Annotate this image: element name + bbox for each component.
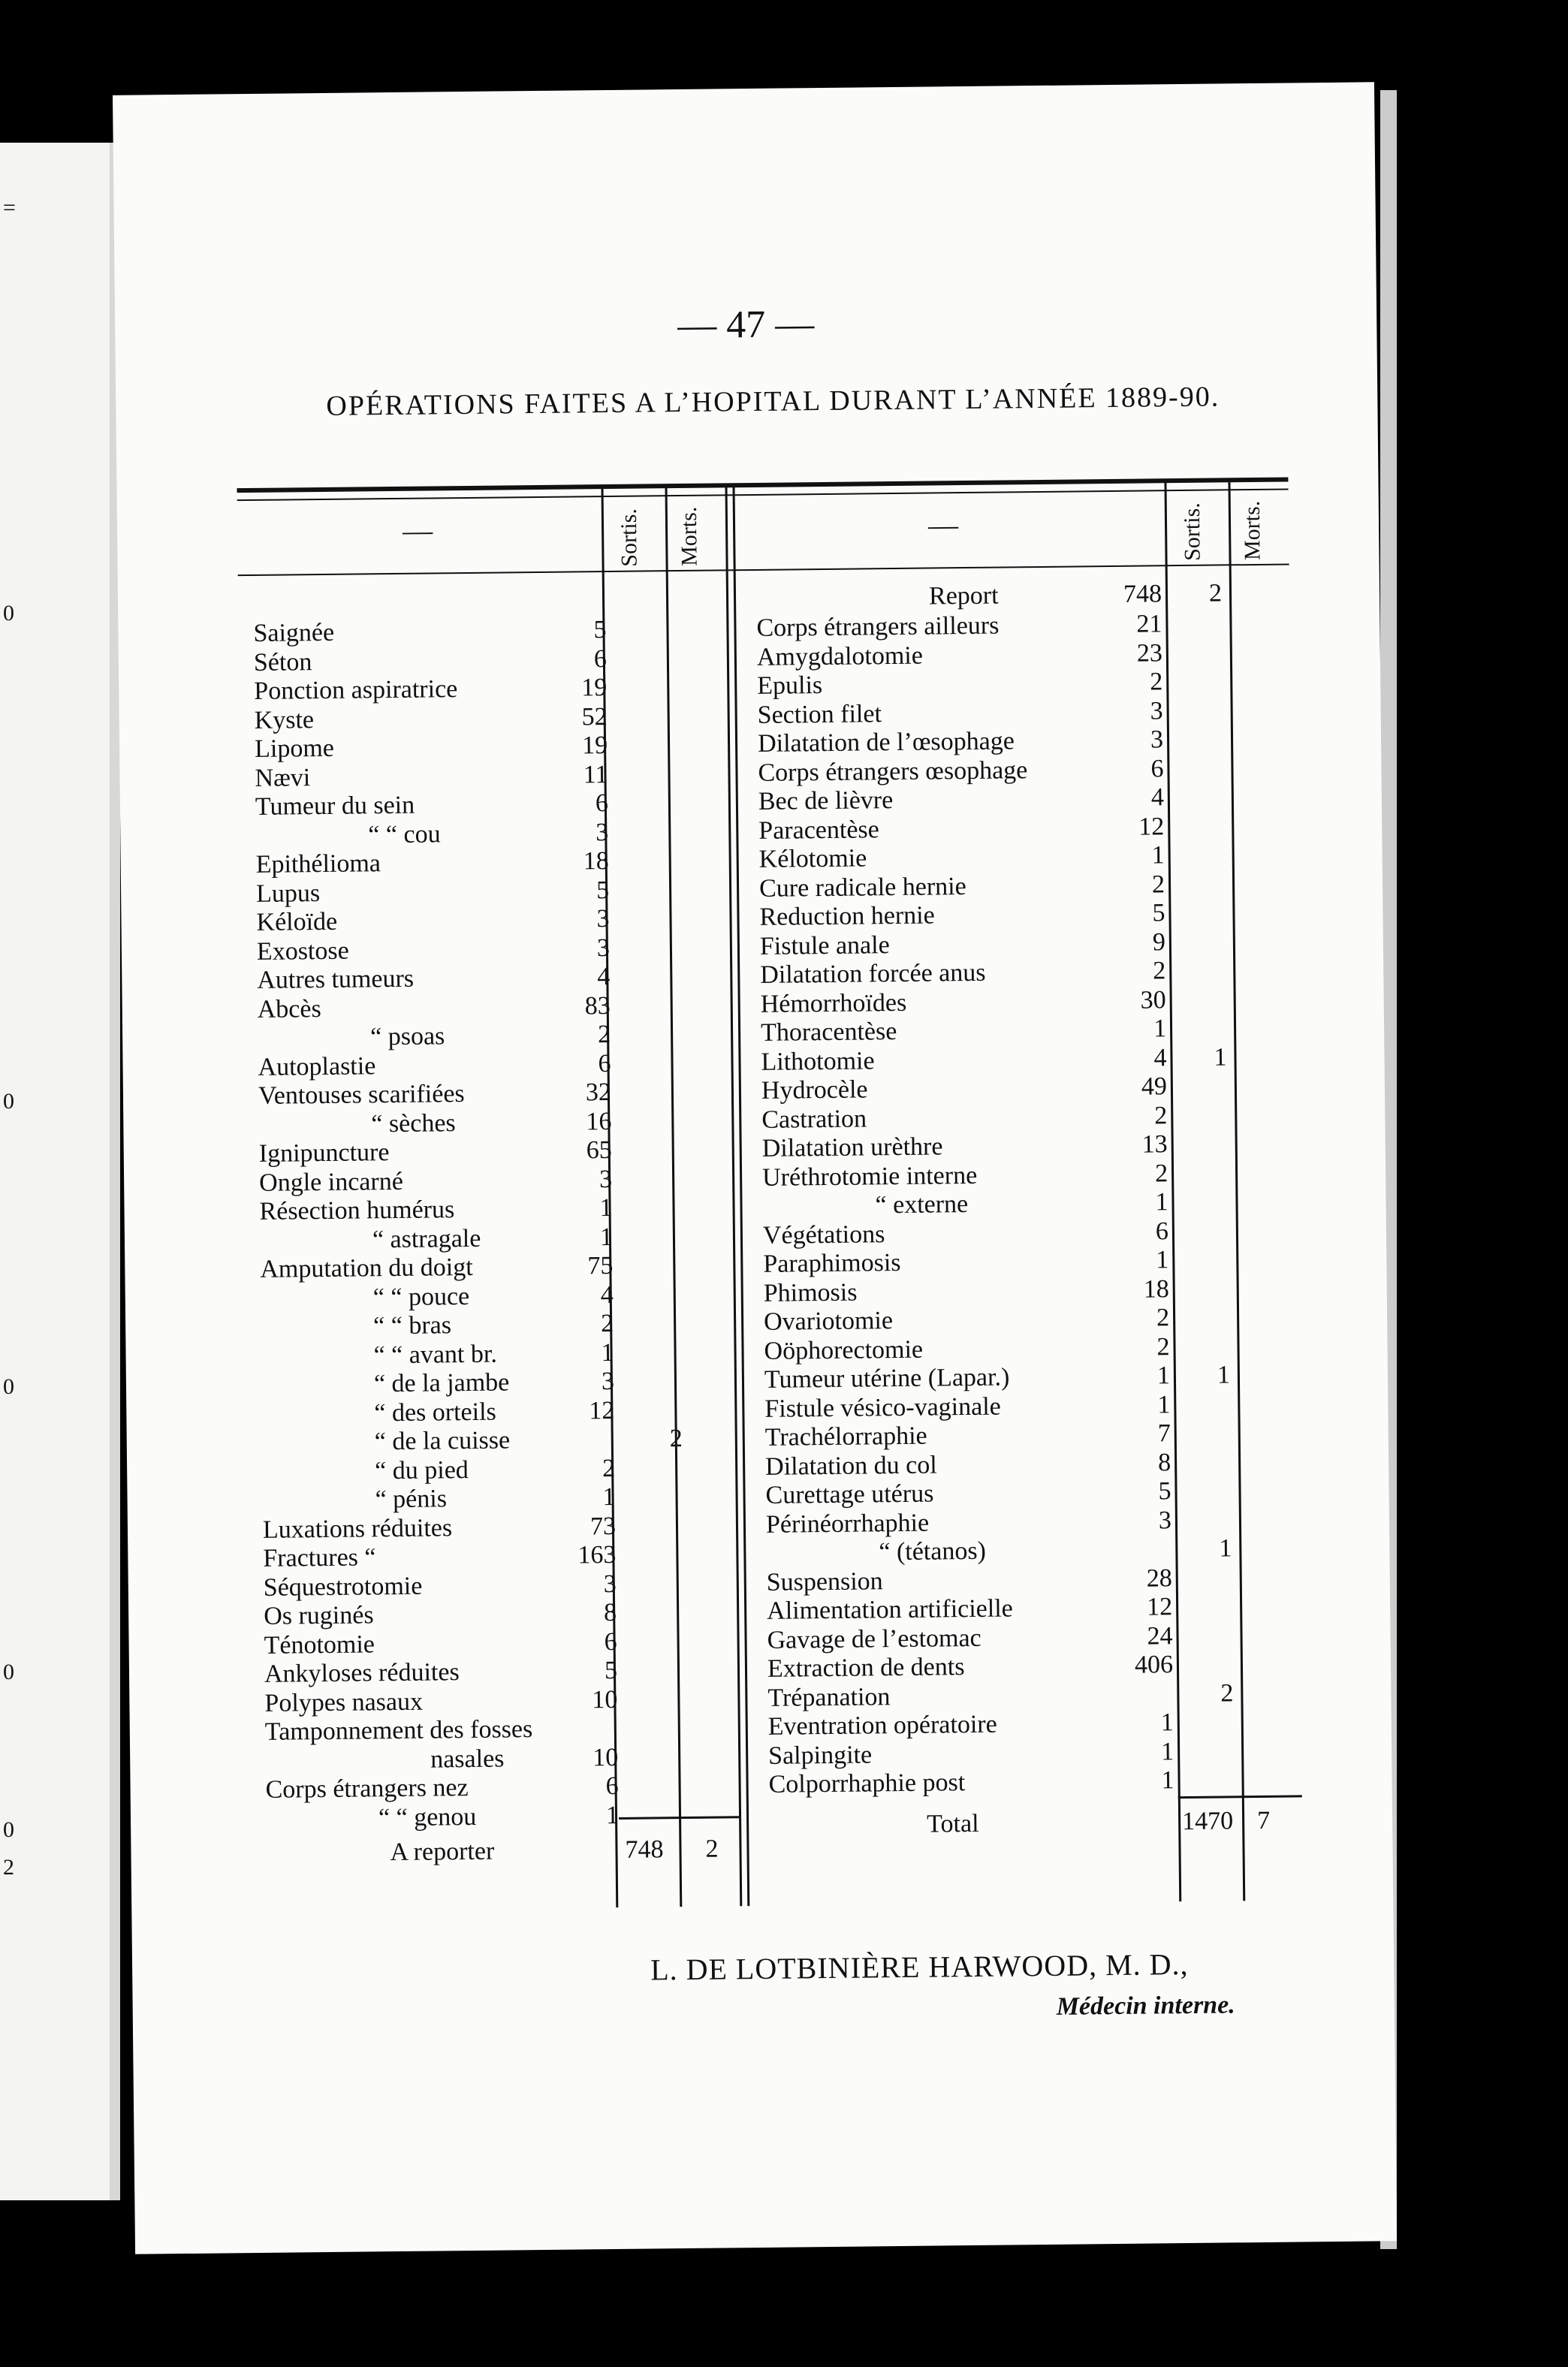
sortis-value: 28 bbox=[1146, 1563, 1172, 1593]
operation-label: Exostose bbox=[256, 936, 349, 966]
morts-value bbox=[1184, 1332, 1229, 1333]
sortis-value: 73 bbox=[590, 1512, 617, 1540]
sortis-value: 23 bbox=[1136, 638, 1163, 668]
sortis-value: 1 bbox=[1160, 1737, 1174, 1765]
operation-label: Oöphorectomie bbox=[764, 1335, 924, 1365]
sortis-value: 2 bbox=[1151, 870, 1165, 898]
right-header-dash: — bbox=[927, 508, 959, 542]
sortis-value: 1 bbox=[1161, 1766, 1174, 1795]
sortis-value: 1 bbox=[1156, 1361, 1171, 1390]
report-label: Report bbox=[928, 581, 999, 611]
operation-label: Kéloïde bbox=[256, 907, 338, 936]
sortis-value: 3 bbox=[1150, 725, 1164, 754]
sortis-value: 3 bbox=[596, 933, 611, 962]
morts-value: 2 bbox=[669, 1425, 683, 1453]
morts-value bbox=[1183, 1187, 1228, 1188]
table-row bbox=[260, 1250, 733, 1283]
operation-label: Corps étrangers œsophage bbox=[758, 755, 1028, 787]
operation-label: Trachélorraphie bbox=[764, 1422, 927, 1452]
right-header-morts: Morts. bbox=[1239, 500, 1265, 561]
operation-label: Dilatation du col bbox=[764, 1450, 937, 1481]
operation-label: Paracentèse bbox=[758, 815, 879, 845]
table-row bbox=[253, 614, 726, 647]
sortis-value: 7 bbox=[1157, 1419, 1171, 1448]
operation-label: Corps étrangers nez bbox=[265, 1774, 469, 1804]
right-report-row bbox=[756, 579, 1282, 611]
table-row bbox=[255, 846, 729, 879]
morts-value bbox=[1179, 840, 1224, 841]
sortis-value: 13 bbox=[1141, 1130, 1168, 1159]
signature-name: L. DE LOTBINIÈRE HARWOOD, M. D., bbox=[650, 1947, 1189, 1987]
operation-label: “ du pied bbox=[374, 1455, 469, 1485]
left-page-mark: 0 bbox=[3, 1660, 14, 1684]
sortis-value: 6 bbox=[598, 1049, 611, 1078]
operation-label: Luxations réduites bbox=[262, 1513, 453, 1544]
right-total-label: Total bbox=[926, 1809, 979, 1838]
morts-value bbox=[1187, 1592, 1232, 1593]
sortis-value: 5 bbox=[1158, 1477, 1171, 1506]
table-header-rule bbox=[238, 564, 1289, 577]
operation-label: Résection humérus bbox=[259, 1196, 455, 1226]
operation-label: Bec de lièvre bbox=[758, 786, 894, 816]
morts-value bbox=[1189, 1737, 1234, 1738]
operation-label: Autres tumeurs bbox=[257, 964, 415, 994]
sortis-value: 6 bbox=[605, 1771, 619, 1801]
sortis-value: 5 bbox=[604, 1656, 618, 1685]
sortis-value: 52 bbox=[581, 702, 608, 731]
left-header-dash: — bbox=[402, 513, 433, 547]
table-row bbox=[762, 1216, 1289, 1250]
sortis-value: 1 bbox=[602, 1482, 616, 1512]
sortis-value: 6 bbox=[595, 789, 609, 818]
sortis-value: 1 bbox=[1160, 1708, 1174, 1737]
sortis-value: 8 bbox=[1157, 1448, 1171, 1476]
sortis-value: 3 bbox=[596, 905, 610, 933]
sortis-value: 49 bbox=[1141, 1072, 1168, 1101]
sortis-value: 1 bbox=[1157, 1390, 1171, 1419]
operation-label: Nævi bbox=[255, 763, 311, 792]
sortis-value: 406 bbox=[1134, 1651, 1174, 1679]
table-row bbox=[255, 788, 728, 821]
sortis-value: 1 bbox=[605, 1801, 620, 1829]
sortis-value: 3 bbox=[601, 1367, 615, 1396]
table-row bbox=[262, 1482, 735, 1514]
sortis-value: 3 bbox=[1150, 696, 1163, 725]
operation-label: Séquestrotomie bbox=[263, 1572, 423, 1602]
center-divider-2 bbox=[732, 487, 749, 1906]
operation-label: Amygdalotomie bbox=[756, 641, 924, 671]
operation-label: Tumeur utérine (Lapar.) bbox=[764, 1363, 1010, 1394]
morts-value bbox=[1184, 1274, 1229, 1275]
table-row bbox=[258, 1019, 731, 1051]
left-page-mark: = bbox=[3, 195, 16, 220]
sortis-value: 11 bbox=[583, 760, 608, 788]
adjacent-left-page bbox=[0, 143, 120, 2200]
operation-label: nasales bbox=[430, 1744, 505, 1774]
left-page-mark: 0 bbox=[3, 1089, 14, 1114]
operation-label: Dilatation forcée anus bbox=[760, 958, 986, 989]
sortis-value: 3 bbox=[596, 818, 609, 846]
morts-value bbox=[1182, 1101, 1227, 1102]
operation-label: Epithélioma bbox=[255, 849, 381, 879]
operation-label: Colporrhaphie post bbox=[768, 1768, 966, 1799]
right-total-sortis: 1470 bbox=[1181, 1807, 1234, 1836]
sortis-value: 24 bbox=[1147, 1621, 1173, 1651]
left-header-sortis: Sortis. bbox=[616, 508, 642, 567]
operation-label: “ “ pouce bbox=[372, 1282, 470, 1311]
morts-value bbox=[1181, 927, 1226, 928]
signature-role: Médecin interne. bbox=[1056, 1991, 1235, 2021]
sortis-value: 2 bbox=[1153, 957, 1166, 985]
morts-value bbox=[1181, 985, 1226, 986]
morts-value bbox=[1181, 956, 1226, 957]
morts-value bbox=[1185, 1390, 1230, 1391]
morts-value bbox=[1181, 1014, 1226, 1015]
sortis-value: 1 bbox=[1156, 1246, 1169, 1274]
morts-value bbox=[1186, 1448, 1231, 1449]
morts-value bbox=[1184, 1245, 1229, 1246]
sortis-value: 19 bbox=[581, 731, 608, 760]
operation-label: “ astragale bbox=[372, 1224, 481, 1253]
right-header-sortis: Sortis. bbox=[1179, 502, 1205, 562]
operation-label: Uréthrotomie interne bbox=[761, 1161, 978, 1192]
table-row bbox=[261, 1337, 734, 1369]
morts-value: 1 bbox=[1214, 1042, 1227, 1072]
table-row bbox=[757, 695, 1283, 729]
sortis-value: 30 bbox=[1140, 985, 1166, 1015]
sortis-value: 2 bbox=[600, 1309, 614, 1338]
operation-label: Epulis bbox=[757, 671, 823, 700]
morts-value bbox=[1178, 696, 1223, 697]
sortis-value: 2 bbox=[602, 1454, 616, 1482]
sortis-value: 1 bbox=[599, 1193, 613, 1223]
morts-value bbox=[1179, 812, 1224, 813]
operation-label: “ “ cou bbox=[368, 819, 441, 849]
operation-label: Dilatation de l’œsophage bbox=[757, 727, 1015, 758]
sortis-value: 1 bbox=[1153, 1015, 1167, 1043]
operation-label: Dilatation urèthre bbox=[761, 1132, 943, 1162]
sortis-value: 163 bbox=[577, 1540, 617, 1569]
operation-label: Thoracentèse bbox=[760, 1018, 897, 1047]
morts-value bbox=[1187, 1563, 1232, 1564]
operation-label: Extraction de dents bbox=[767, 1653, 965, 1683]
table-row bbox=[258, 1048, 731, 1081]
operation-label: Gavage de l’estomac bbox=[767, 1624, 982, 1654]
operation-label: Fistule vésico-vaginale bbox=[764, 1392, 1001, 1423]
sortis-value: 3 bbox=[603, 1569, 617, 1598]
operation-label: Phimosis bbox=[763, 1278, 858, 1307]
operation-label: Ovariotomie bbox=[763, 1307, 894, 1336]
operation-label: Ongle incarné bbox=[258, 1167, 403, 1197]
operation-label: Périnéorrhaphie bbox=[765, 1509, 930, 1539]
operation-label: Lithotomie bbox=[761, 1046, 875, 1076]
sortis-value: 6 bbox=[1150, 754, 1164, 782]
morts-value bbox=[1189, 1765, 1234, 1766]
left-page-mark: 0 bbox=[3, 601, 14, 626]
table-row bbox=[261, 1308, 734, 1340]
operation-label: Amputation du doigt bbox=[260, 1253, 473, 1283]
sortis-value: 3 bbox=[599, 1165, 613, 1193]
morts-value: 1 bbox=[1219, 1534, 1232, 1563]
operation-label: Abcès bbox=[257, 994, 321, 1024]
sortis-value: 4 bbox=[600, 1280, 614, 1309]
left-total-morts: 2 bbox=[705, 1835, 719, 1863]
operation-label: Polypes nasaux bbox=[264, 1687, 424, 1717]
sortis-value: 19 bbox=[581, 674, 608, 702]
morts-value bbox=[1183, 1129, 1228, 1130]
operation-label: Salpingite bbox=[767, 1740, 873, 1770]
operation-label: Kyste bbox=[254, 705, 315, 734]
operation-label: “ de la jambe bbox=[373, 1368, 510, 1398]
sortis-value: 5 bbox=[1152, 899, 1165, 927]
sortis-value: 16 bbox=[586, 1107, 612, 1135]
operation-label: Ankyloses réduites bbox=[264, 1658, 460, 1688]
operation-label: Tumeur du sein bbox=[255, 791, 415, 821]
right-total-rule bbox=[1178, 1795, 1302, 1799]
sortis-value: 3 bbox=[1158, 1506, 1172, 1534]
operation-label: Eventration opératoire bbox=[767, 1710, 997, 1741]
operation-label: Fistule anale bbox=[759, 930, 890, 960]
sortis-value: 1 bbox=[1151, 841, 1165, 870]
page-title: OPÉRATIONS FAITES A L’HOPITAL DURANT L’ANNÉE 1889-90. bbox=[326, 381, 1220, 422]
morts-value bbox=[1186, 1476, 1231, 1477]
operation-label: “ “ avant br. bbox=[373, 1340, 498, 1369]
sortis-value: 2 bbox=[597, 1021, 611, 1049]
operation-label: Tamponnement des fosses bbox=[264, 1715, 533, 1746]
sortis-value: 4 bbox=[1150, 783, 1165, 812]
sortis-value: 9 bbox=[1152, 927, 1166, 956]
morts-value bbox=[1178, 754, 1223, 755]
table-row bbox=[262, 1511, 736, 1544]
table-row bbox=[756, 609, 1282, 642]
operation-label: Kélotomie bbox=[758, 844, 867, 873]
operation-label: Section filet bbox=[757, 699, 882, 729]
sortis-value: 4 bbox=[1153, 1043, 1167, 1072]
sortis-value: 5 bbox=[593, 616, 607, 644]
operation-label: “ des orteils bbox=[374, 1398, 496, 1427]
operation-label: Végétations bbox=[762, 1220, 885, 1250]
table-row bbox=[254, 730, 728, 763]
operation-label: “ “ genou bbox=[378, 1802, 477, 1832]
operation-label: Ponction aspiratrice bbox=[254, 675, 458, 705]
operation-label: Ventouses scarifiées bbox=[258, 1080, 465, 1110]
sortis-value: 2 bbox=[1150, 668, 1163, 696]
operation-label: Hémorrhoïdes bbox=[760, 988, 907, 1018]
morts-value bbox=[1177, 609, 1222, 610]
table-row bbox=[262, 1424, 735, 1456]
operation-label: Alimentation artificielle bbox=[766, 1594, 1013, 1625]
sortis-value: 75 bbox=[587, 1251, 614, 1280]
morts-value bbox=[1178, 638, 1223, 639]
left-page-mark: 0 bbox=[3, 1817, 14, 1842]
operation-label: “ psoas bbox=[369, 1022, 445, 1051]
operation-label: Curettage utérus bbox=[765, 1479, 934, 1509]
operation-label: Autoplastie bbox=[258, 1051, 376, 1081]
operation-label: Hydrocèle bbox=[761, 1075, 868, 1105]
sortis-value: 2 bbox=[1156, 1332, 1170, 1361]
left-header-morts: Morts. bbox=[676, 506, 702, 567]
sortis-value: 8 bbox=[603, 1598, 617, 1627]
morts-value bbox=[1179, 782, 1224, 783]
left-page-mark: 0 bbox=[3, 1374, 14, 1399]
morts-value bbox=[1187, 1621, 1232, 1622]
operation-label: Os ruginés bbox=[264, 1601, 374, 1630]
operation-label: Lupus bbox=[255, 879, 321, 908]
morts-value bbox=[1180, 898, 1225, 899]
right-total-morts: 7 bbox=[1256, 1806, 1271, 1835]
operation-label: Séton bbox=[253, 647, 312, 677]
morts-value bbox=[1178, 667, 1223, 668]
operation-label: Trépanation bbox=[767, 1682, 891, 1712]
table-row bbox=[256, 903, 729, 936]
operation-label: Suspension bbox=[766, 1566, 883, 1597]
sortis-value: 1 bbox=[1155, 1188, 1168, 1217]
sortis-value: 6 bbox=[604, 1627, 617, 1656]
operation-label: Lipome bbox=[254, 734, 335, 763]
sortis-value: 2 bbox=[1156, 1304, 1170, 1332]
operation-label: “ (tétanos) bbox=[879, 1536, 987, 1566]
sortis-value: 12 bbox=[1146, 1593, 1173, 1621]
table-row bbox=[258, 1135, 732, 1168]
operation-label: Cure radicale hernie bbox=[758, 872, 966, 903]
operation-label: Castration bbox=[761, 1104, 867, 1134]
left-total-label: A reporter bbox=[390, 1837, 495, 1867]
sortis-value: 2 bbox=[1154, 1159, 1168, 1187]
operation-label: Paraphimosis bbox=[763, 1248, 901, 1278]
sortis-value: 6 bbox=[593, 644, 608, 673]
sortis-value: 1 bbox=[599, 1223, 614, 1251]
operation-label: Corps étrangers ailleurs bbox=[756, 611, 1000, 642]
report-morts: 2 bbox=[1208, 579, 1223, 608]
operation-label: Reduction hernie bbox=[759, 901, 935, 931]
sortis-value: 1 bbox=[601, 1338, 614, 1367]
document-page bbox=[113, 82, 1397, 2254]
sortis-value: 18 bbox=[1143, 1274, 1169, 1304]
table-row bbox=[766, 1563, 1292, 1597]
operation-label: Fractures “ bbox=[263, 1543, 376, 1572]
page-number: — 47 — bbox=[677, 303, 815, 348]
sortis-value: 12 bbox=[1138, 812, 1165, 841]
morts-value bbox=[1188, 1650, 1233, 1651]
left-morts-divider bbox=[665, 487, 683, 1907]
sortis-value: 18 bbox=[583, 847, 609, 876]
table-row bbox=[261, 1366, 734, 1398]
left-page-mark: 2 bbox=[3, 1855, 14, 1880]
operation-label: “ pénis bbox=[375, 1485, 448, 1514]
operation-label: “ “ bras bbox=[372, 1311, 452, 1340]
operation-label: Ténotomie bbox=[264, 1630, 375, 1660]
report-sortis: 748 bbox=[1123, 580, 1162, 608]
sortis-value: 10 bbox=[593, 1743, 619, 1771]
morts-value: 2 bbox=[1220, 1678, 1234, 1708]
sortis-value: 4 bbox=[597, 963, 611, 991]
operation-label: Ignipuncture bbox=[258, 1138, 390, 1168]
sortis-value: 2 bbox=[1154, 1101, 1168, 1129]
sortis-value: 6 bbox=[1155, 1217, 1169, 1245]
morts-value: 1 bbox=[1217, 1361, 1231, 1389]
sortis-value: 32 bbox=[585, 1078, 612, 1107]
operation-label: “ de la cuisse bbox=[374, 1426, 511, 1456]
sortis-value: 5 bbox=[596, 876, 610, 904]
left-total-sortis: 748 bbox=[625, 1835, 664, 1864]
table-row bbox=[254, 672, 727, 705]
operation-label: “ sèches bbox=[371, 1108, 456, 1138]
morts-value bbox=[1184, 1303, 1229, 1304]
operation-label: “ externe bbox=[875, 1190, 969, 1220]
sortis-value: 21 bbox=[1136, 610, 1162, 638]
operation-label: Saignée bbox=[253, 618, 335, 647]
sortis-value: 83 bbox=[584, 991, 611, 1020]
sortis-value: 10 bbox=[592, 1685, 618, 1714]
sortis-value: 12 bbox=[589, 1396, 615, 1425]
sortis-value: 65 bbox=[586, 1135, 612, 1165]
